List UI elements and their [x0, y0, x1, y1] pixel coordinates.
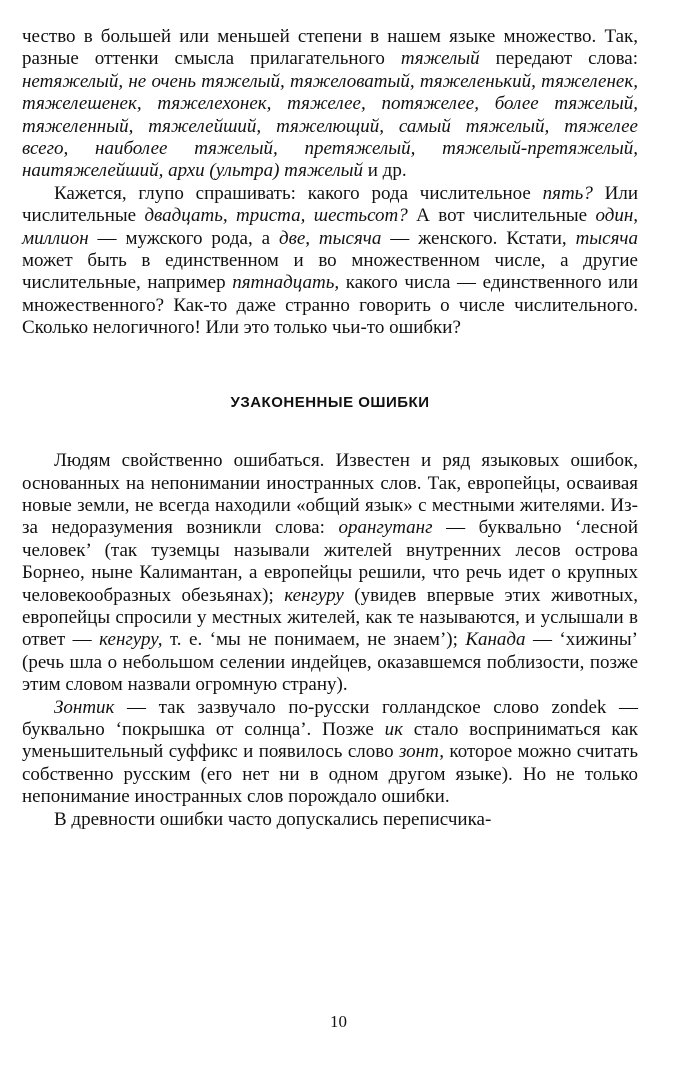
paragraph-2-text: А вот числительные [407, 205, 596, 227]
page-number: 10 [330, 1012, 347, 1031]
paragraph-2-text: — женского. Кстати, [381, 227, 576, 249]
paragraph-4-text: — так зазвучало по-русски голландское слово zondek — буквально ‘покрышка от солнца’. Позже [22, 696, 638, 740]
paragraph-2-italic: тысяча [575, 227, 638, 249]
paragraph-4-italic: ик [384, 718, 403, 740]
page-body [22, 26, 638, 831]
paragraph-3-text: (увидев впервые этих животных, европейцы спросили у местных жителей, как те называются, и услышали в ответ — [22, 584, 638, 651]
paragraph-4-italic: Зонтик [54, 696, 115, 718]
paragraph-3-text: — буквально ‘лесной человек’ (так туземцы называли жителей внутренних лесов острова Борнео, ныне Калимантан, а европейцы решили, что речь идет о крупных человекообразных обезьянах); [22, 517, 638, 606]
paragraph-3-italic: орангутанг [338, 517, 433, 539]
paragraph-3-italic: кенгуру, [99, 629, 163, 651]
paragraph-2-italic: двадцать, триста, шестьсот? [144, 205, 408, 227]
paragraph-4-text: стало восприниматься как уменьшительный суффикс и появилось слово [22, 718, 638, 763]
paragraph-2 [22, 183, 638, 340]
paragraph-4-italic: зонт, [399, 741, 445, 763]
paragraph-4 [22, 697, 638, 809]
paragraph-5-text: В древности ошибки часто допускались переписчика- [54, 808, 492, 830]
paragraph-2-italic: один, миллион [22, 205, 639, 249]
paragraph-5 [22, 809, 638, 831]
paragraph-3 [22, 450, 638, 696]
paragraph-2-text: какого числа — единственного или множественного? Как-то даже странно говорить о числе числительного. Сколько нелогичного! Или это только чьи-то ошибки? [22, 272, 638, 339]
paragraph-1-text: и др. [362, 160, 407, 182]
paragraph-4-text: которое можно считать собственно русским (его нет ни в одном другом языке). Но не только непонимание иностранных слов порождало ошибки. [22, 741, 639, 808]
paragraph-2-italic: пять? [542, 182, 593, 204]
paragraph-2-text: — мужского рода, а [88, 227, 279, 249]
paragraph-2-italic: пятнадцать, [232, 272, 340, 294]
paragraph-1-italic-list: нетяжелый, не очень тяжелый, тяжеловатый, тяжеленький, тяжеленек, тяжелешенек, тяжелехонек, тяжелее, потяжелее, более тяжелый, тяжеленный, тяжелейший, тяжелющий, самый тяжелый, тяжелее всего, наиболее тяжелый, претяжелый, тяжелый-претяжелый, наитяжелейший, архи (ультра) тяжелый [22, 70, 638, 182]
paragraph-3-text: — ‘хижины’ (речь шла о небольшом селении индейцев, оказавшемся поблизости, позже этим словом назвали огромную страну). [22, 629, 638, 696]
paragraph-2-text: Или числительные [22, 182, 638, 227]
paragraph-2-italic: две, тысяча [278, 227, 382, 249]
paragraph-1-italic: тяжелый [400, 48, 480, 70]
paragraph-3-text: Людям свойственно ошибаться. Известен и ряд языковых ошибок, основанных на непонимании иностранных слов. Так, европейцы, осваивая новые земли, не всегда находили «общий язык» с местными жителями. Из-за недоразумения возникли слова: [22, 450, 638, 539]
paragraph-2-text: может быть в единственном и во множественном числе, а другие числительные, например [22, 250, 638, 294]
paragraph-3-italic: Канада [465, 629, 526, 651]
paragraph-3-text: т. е. ‘мы не понимаем, не знаем’); [162, 629, 466, 651]
paragraph-1-text: чество в большей или меньшей степени в нашем языке множество. Так, разные оттенки смысла прилагательного [22, 26, 638, 70]
paragraph-1 [22, 26, 638, 183]
paragraph-3-italic: кенгуру [284, 584, 344, 606]
paragraph-1-text: передают слова: [479, 48, 638, 70]
section-heading: УЗАКОНЕННЫЕ ОШИБКИ [230, 393, 430, 411]
paragraph-2-text: Кажется, глупо спрашивать: какого рода числительное [54, 182, 543, 204]
